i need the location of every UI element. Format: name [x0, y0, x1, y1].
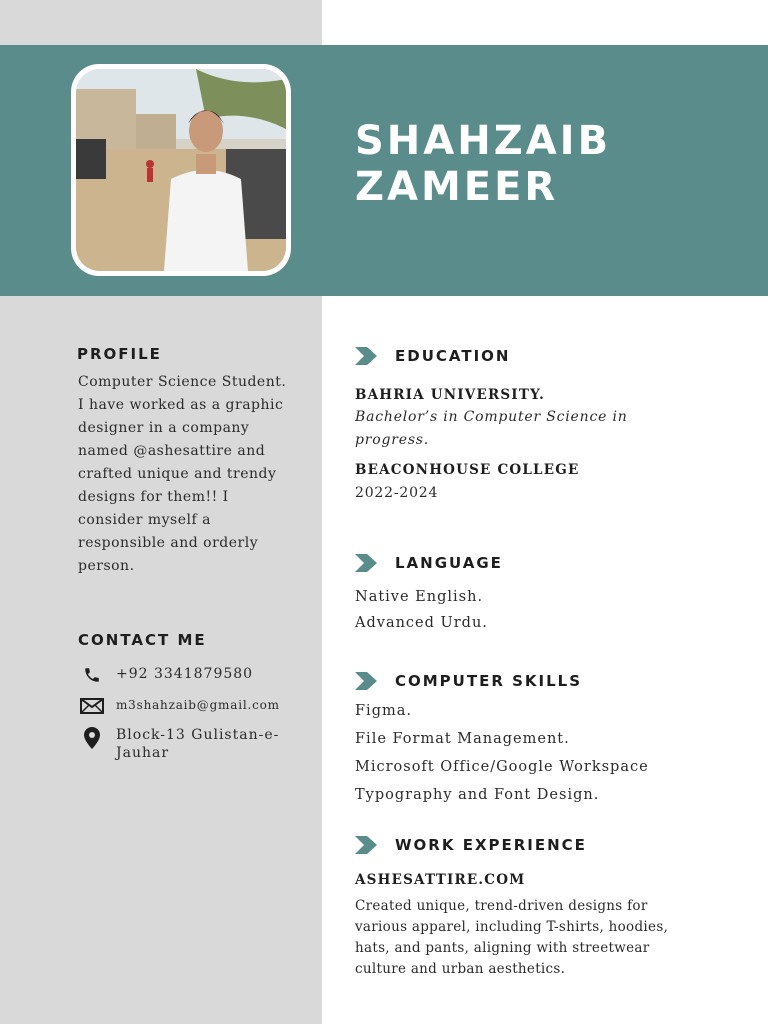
skill-item: Typography and Font Design. — [355, 787, 600, 803]
chevron-right-icon — [355, 835, 381, 855]
contact-address-row — [80, 726, 310, 762]
language-section-title — [355, 553, 503, 573]
profile-photo-frame — [71, 64, 291, 276]
education-section-title — [355, 346, 510, 366]
work-company: ASHESATTIRE.COM — [355, 872, 526, 888]
language-item: Advanced Urdu. — [355, 615, 488, 631]
phone-icon — [80, 665, 104, 685]
skill-item: Figma. — [355, 703, 412, 719]
chevron-right-icon — [355, 671, 381, 691]
first-name: SHAHZAIB — [355, 118, 612, 164]
education-detail-2: 2022-2024 — [355, 485, 439, 501]
work-section-title — [355, 835, 587, 855]
profile-photo — [76, 69, 286, 271]
education-heading: EDUCATION — [395, 347, 511, 365]
language-item: Native English. — [355, 589, 484, 605]
skills-section-title — [355, 671, 582, 691]
education-detail-1: Bachelor’s in Computer Science in progress. — [355, 409, 628, 448]
skills-heading: COMPUTER SKILLS — [395, 672, 583, 690]
skill-item: File Format Management. — [355, 731, 570, 747]
profile-heading: PROFILE — [77, 345, 162, 363]
profile-text: Computer Science Student. I have worked as a graphic designer in a company named @ashesattire and crafted unique and trendy designs for them!! I consider myself a responsible and orderly person. — [78, 374, 287, 574]
education-school-1: BAHRIA UNIVERSITY. — [355, 387, 546, 403]
mail-icon — [80, 696, 104, 716]
chevron-right-icon — [355, 553, 381, 573]
contact-phone[interactable]: +92 3341879580 — [116, 666, 254, 682]
contact-email[interactable]: m3shahzaib@gmail.com — [116, 698, 280, 712]
work-description: Created unique, trend-driven designs for various apparel, including T-shirts, hoodies, hats, and pants, aligning with streetwear culture and urban aesthetics. — [355, 898, 669, 977]
work-heading: WORK EXPERIENCE — [395, 836, 587, 854]
skill-item: Microsoft Office/Google Workspace — [355, 759, 649, 775]
contact-phone-row — [80, 665, 310, 685]
language-heading: LANGUAGE — [395, 554, 503, 572]
last-name: ZAMEER — [355, 164, 559, 210]
contact-address: Block-13 Gulistan-e-Jauhar — [116, 727, 280, 761]
location-pin-icon — [80, 726, 104, 750]
chevron-right-icon — [355, 346, 381, 366]
education-school-2: BEACONHOUSE COLLEGE — [355, 462, 580, 478]
contact-heading: CONTACT ME — [78, 631, 207, 649]
candidate-name — [355, 118, 611, 210]
contact-email-row — [80, 696, 310, 716]
